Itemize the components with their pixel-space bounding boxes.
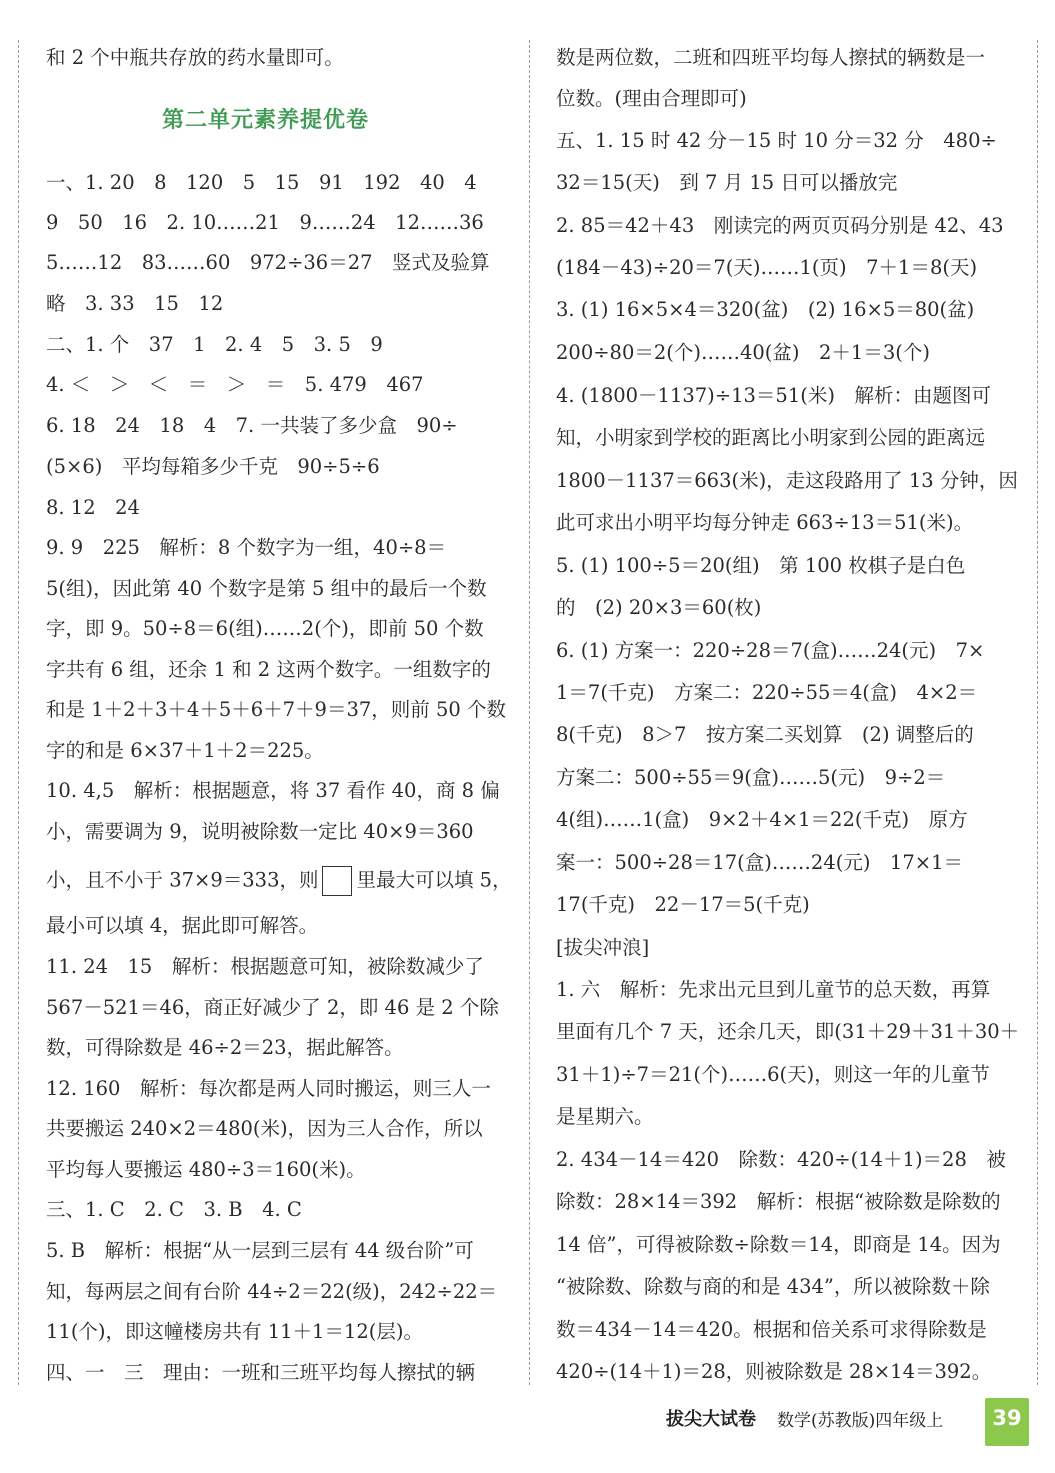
subsection-heading: [拔尖冲浪] xyxy=(556,936,650,959)
text-line: 4(组)……1(盒) 9×2＋4×1＝22(千克) 原方 xyxy=(556,808,968,831)
text-line: 方案二：500÷55＝9(盒)……5(元) 9÷2＝ xyxy=(556,766,946,789)
text-line: 8(千克) 8＞7 按方案二买划算 (2) 调整后的 xyxy=(556,723,974,746)
text-line: 此可求出小明平均每分钟走 663÷13＝51(米)。 xyxy=(556,511,974,534)
text-line-with-box xyxy=(46,866,512,892)
text-line: (184－43)÷20＝7(天)……1(页) 7＋1＝8(天) xyxy=(556,256,978,279)
text-line: 4. ＜ ＞ ＜ ＝ ＞ ＝ 5. 479 467 xyxy=(46,373,424,396)
footer-book-title: 拔尖大试卷 xyxy=(666,1409,756,1430)
text-line: 5……12 83……60 972÷36＝27 竖式及验算 xyxy=(46,251,490,274)
text-line: 的 (2) 20×3＝60(枚) xyxy=(556,596,762,619)
page-number-badge: 39 xyxy=(985,1398,1029,1446)
text-line: 12. 160 解析：每次都是两人同时搬运，则三人一 xyxy=(46,1077,491,1100)
text-line: 567－521＝46，商正好减少了 2，即 46 是 2 个除 xyxy=(46,996,499,1019)
text-line: 知，小明家到学校的距离比小明家到公园的距离远 xyxy=(556,426,986,449)
text-line: 数，可得除数是 46÷2＝23，据此解答。 xyxy=(46,1036,404,1059)
right-margin-divider xyxy=(1037,40,1038,1385)
text-line: 2. 434－14＝420 除数：420÷(14＋1)＝28 被 xyxy=(556,1148,1006,1171)
text-line: “被除数、除数与商的和是 434”，所以被除数＋除 xyxy=(556,1275,990,1298)
text-line: 和 2 个中瓶共存放的药水量即可。 xyxy=(46,46,344,69)
text-line: 是星期六。 xyxy=(556,1105,654,1128)
text-line: 9 50 16 2. 10……21 9……24 12……36 xyxy=(46,211,484,234)
text-line: 1＝7(千克) 方案二：220÷55＝4(盒) 4×2＝ xyxy=(556,681,978,704)
text-line: 8. 12 24 xyxy=(46,496,140,519)
text-line: 共要搬运 240×2＝480(米)，因为三人合作，所以 xyxy=(46,1117,483,1140)
text-line-part: 小，且不小于 37×9＝333，则 xyxy=(46,868,319,892)
text-line: 平均每人要搬运 480÷3＝160(米)。 xyxy=(46,1158,366,1181)
answer-box xyxy=(322,866,352,896)
section-heading: 第二单元素养提优卷 xyxy=(162,107,370,133)
text-line: 1. 六 解析：先求出元旦到儿童节的总天数，再算 xyxy=(556,978,991,1001)
text-line: 6. 18 24 18 4 7. 一共装了多少盒 90÷ xyxy=(46,414,458,437)
text-line: 三、1. C 2. C 3. B 4. C xyxy=(46,1198,302,1221)
text-line: 四、一 三 理由：一班和三班平均每人擦拭的辆 xyxy=(46,1361,476,1384)
text-line: 除数：28×14＝392 解析：根据“被除数是除数的 xyxy=(556,1190,1001,1213)
text-line: 和是 1＋2＋3＋4＋5＋6＋7＋9＝37，则前 50 个数 xyxy=(46,698,506,721)
text-line: 10. 4,5 解析：根据题意，将 37 看作 40，商 8 偏 xyxy=(46,779,500,802)
text-line: 数是两位数，二班和四班平均每人擦拭的辆数是一 xyxy=(556,46,986,69)
text-line: 5(组)，因此第 40 个数字是第 5 组中的最后一个数 xyxy=(46,577,487,600)
text-line: 2. 85＝42＋43 刚读完的两页页码分别是 42、43 xyxy=(556,214,1004,237)
text-line: 数＝434－14＝420。根据和倍关系可求得除数是 xyxy=(556,1318,987,1341)
text-line: 小，需要调为 9，说明被除数一定比 40×9＝360 xyxy=(46,820,474,843)
text-line: 字的和是 6×37＋1＋2＝225。 xyxy=(46,739,324,762)
text-line: 位数。(理由合理即可) xyxy=(556,87,747,110)
text-line: 420÷(14＋1)＝28，则被除数是 28×14＝392。 xyxy=(556,1360,992,1383)
text-line: 案一：500÷28＝17(盒)……24(元) 17×1＝ xyxy=(556,851,963,874)
text-line-part: 里最大可以填 5， xyxy=(356,868,512,892)
text-line: 31＋1)÷7＝21(个)……6(天)，则这一年的儿童节 xyxy=(556,1063,990,1086)
text-line: 5. B 解析：根据“从一层到三层有 44 级台阶”可 xyxy=(46,1239,474,1262)
text-line: 二、1. 个 37 1 2. 4 5 3. 5 9 xyxy=(46,333,383,356)
text-line: 200÷80＝2(个)……40(盆) 2＋1＝3(个) xyxy=(556,341,930,364)
text-line: 6. (1) 方案一：220÷28＝7(盒)……24(元) 7× xyxy=(556,639,985,662)
text-line: 一、1. 20 8 120 5 15 91 192 40 4 xyxy=(46,171,477,194)
text-line: 11(个)，即这幢楼房共有 11＋1＝12(层)。 xyxy=(46,1320,423,1343)
column-divider xyxy=(529,40,530,1385)
text-line: 略 3. 33 15 12 xyxy=(46,292,224,315)
text-line: 字共有 6 组，还余 1 和 2 这两个数字。一组数字的 xyxy=(46,658,491,681)
left-margin-divider xyxy=(18,40,19,1385)
text-line: 知，每两层之间有台阶 44÷2＝22(级)，242÷22＝ xyxy=(46,1280,498,1303)
text-line: 1800－1137＝663(米)，走这段路用了 13 分钟，因 xyxy=(556,469,1018,492)
text-line: 最小可以填 4，据此即可解答。 xyxy=(46,914,319,937)
text-line: 里面有几个 7 天，还余几天，即(31＋29＋31＋30＋ xyxy=(556,1020,1020,1043)
text-line: 4. (1800－1137)÷13＝51(米) 解析：由题图可 xyxy=(556,384,991,407)
text-line: 32＝15(天) 到 7 月 15 日可以播放完 xyxy=(556,171,898,194)
text-line: 3. (1) 16×5×4＝320(盆) (2) 16×5＝80(盆) xyxy=(556,298,975,321)
text-line: 17(千克) 22－17＝5(千克) xyxy=(556,893,810,916)
text-line: 5. (1) 100÷5＝20(组) 第 100 枚棋子是白色 xyxy=(556,554,966,577)
text-line: (5×6) 平均每箱多少千克 90÷5÷6 xyxy=(46,455,380,478)
text-line: 14 倍”，可得被除数÷除数＝14，即商是 14。因为 xyxy=(556,1233,1001,1256)
text-line: 11. 24 15 解析：根据题意可知，被除数减少了 xyxy=(46,955,484,978)
text-line: 五、1. 15 时 42 分－15 时 10 分＝32 分 480÷ xyxy=(556,129,997,152)
text-line: 9. 9 225 解析：8 个数字为一组，40÷8＝ xyxy=(46,536,447,559)
text-line: 字，即 9。50÷8＝6(组)……2(个)，即前 50 个数 xyxy=(46,617,484,640)
footer-subtitle: 数学(苏教版)四年级上 xyxy=(777,1411,944,1431)
